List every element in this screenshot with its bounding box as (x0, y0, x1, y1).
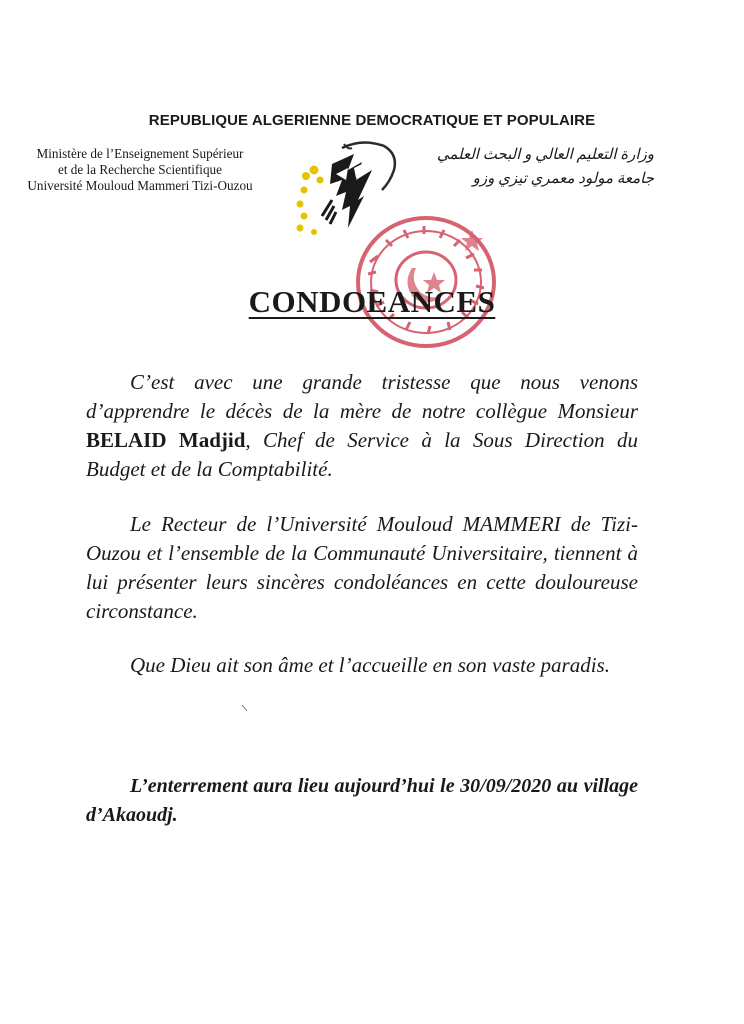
ministry-line-2: et de la Recherche Scientifique (57, 162, 223, 177)
university-line: Université Mouloud Mammeri Tizi-Ouzou (27, 178, 253, 193)
page-title: CONDOEANCES (248, 284, 496, 319)
paragraph-rector-text: Le Recteur de l’Université Mouloud MAMMERI de Tizi-Ouzou et l’ensemble de la Communauté Universitaire, tiennent à lui présenter leurs sincères condoléances en cette douloureuse circonstance. (86, 512, 638, 623)
republic-header: REPUBLIQUE ALGERIENNE DEMOCRATIQUE ET POPULAIRE (148, 112, 596, 129)
paragraph-burial-notice (86, 772, 638, 830)
ministry-line-1: Ministère de l’Enseignement Supérieur (36, 146, 244, 161)
arabic-institution-block (436, 143, 654, 191)
paragraph-prayer (86, 651, 638, 680)
paragraph-burial-text: L’enterrement aura lieu aujourd’hui le 30/09/2020 au village d’Akaoudj. (86, 775, 638, 826)
arabic-university-line: جامعة مولود معمري تيزي وزو (472, 171, 654, 187)
stray-mark-icon (241, 704, 249, 712)
french-institution-block (20, 146, 260, 194)
paragraph-announcement-text: C’est avec une grande tristesse que nous venons d’apprendre le décès de la mère de notre collègue Monsieur (86, 370, 638, 423)
paragraph-rector-condolences (86, 510, 638, 626)
official-stamp-icon (350, 212, 498, 352)
deceased-relative-name: BELAID Madjid (86, 428, 246, 452)
paragraph-announcement (86, 368, 638, 484)
paragraph-announcement-text-end: , Chef de Service à la Sous Direction du Budget et de la Comptabilité. (86, 428, 638, 481)
arabic-ministry-line: وزارة التعليم العالي و البحث العلمي (436, 147, 654, 163)
paragraph-prayer-text: Que Dieu ait son âme et l’accueille en son vaste paradis. (130, 653, 610, 677)
